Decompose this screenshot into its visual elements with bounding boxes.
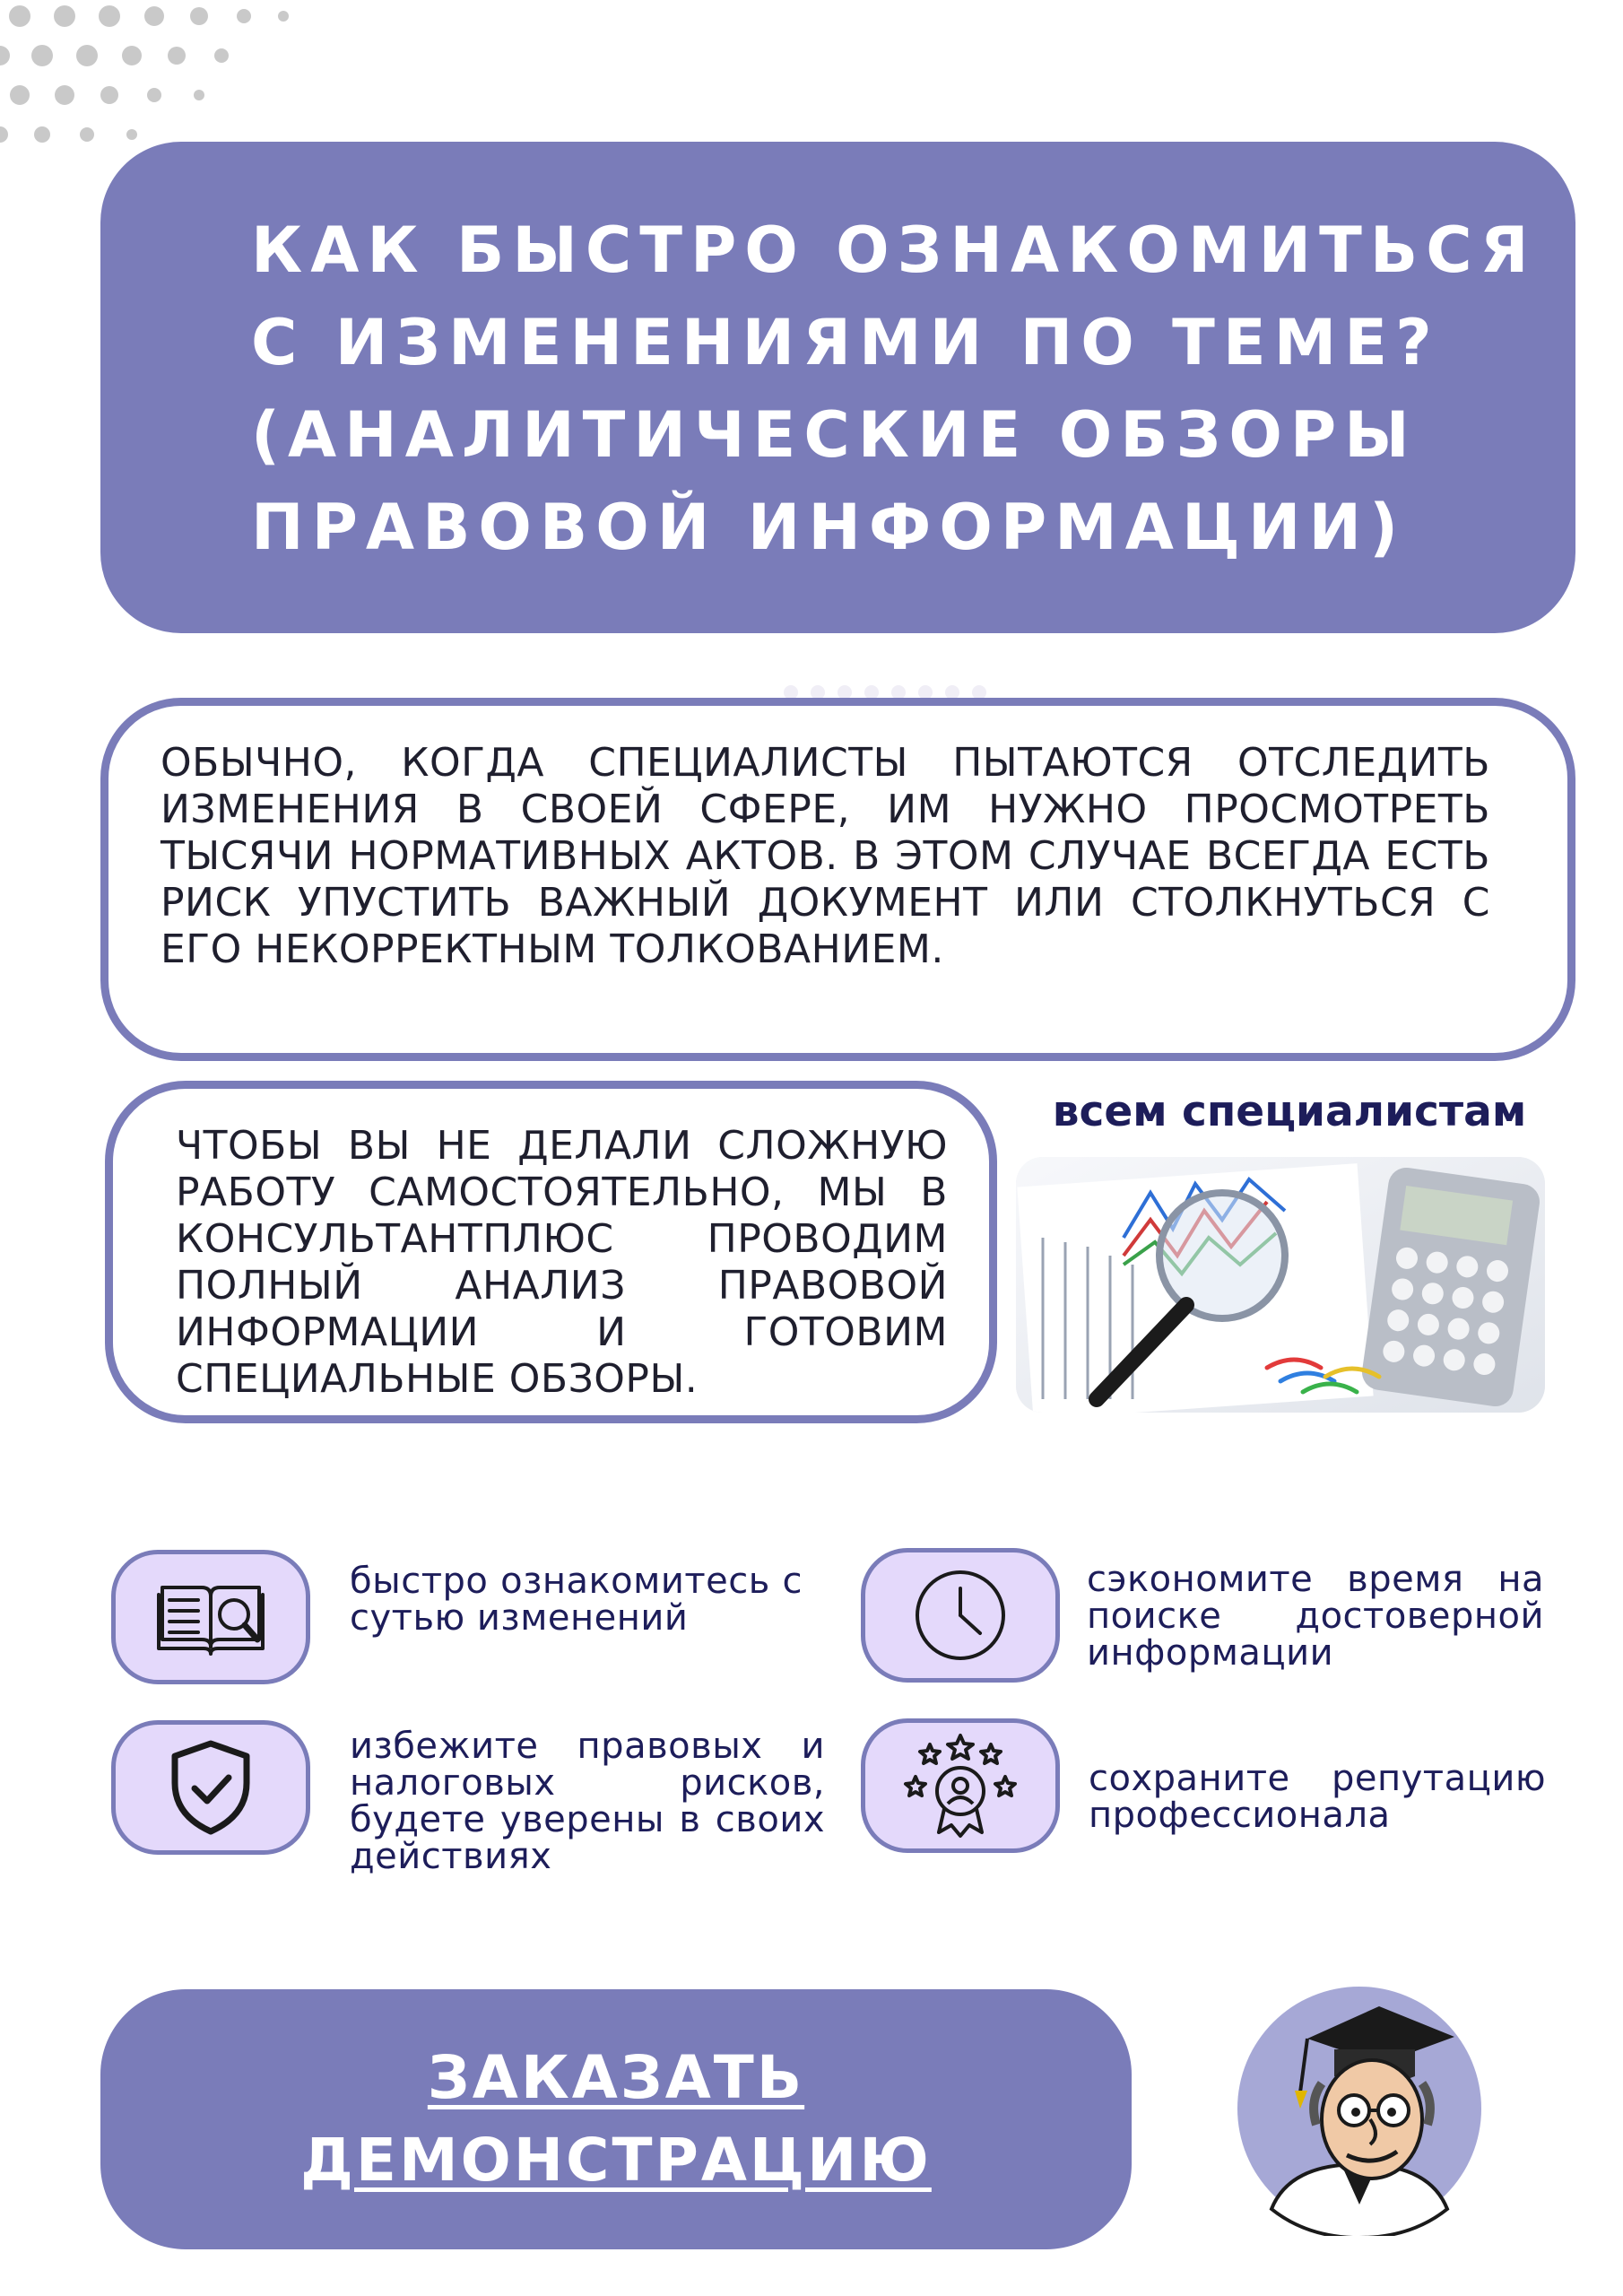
audience-label: всем специалистам: [1052, 1087, 1527, 1136]
feature-4-icon-box: [861, 1718, 1060, 1853]
feature-1-icon-box: [111, 1550, 310, 1684]
clock-icon: [912, 1567, 1009, 1664]
shield-check-icon: [168, 1738, 254, 1837]
professor-avatar: [1236, 1985, 1482, 2236]
page-title-line-2: С ИЗМЕНЕНИЯМИ ПО ТЕМЕ?: [251, 306, 1440, 379]
solution-text: ЧТОБЫ ВЫ НЕ ДЕЛАЛИ СЛОЖНУЮ РАБОТУ САМОСТОЯТЕЛЬНО, МЫ В КОНСУЛЬТАНТПЛЮС ПРОВОДИМ ПОЛНЫЙ АНАЛИЗ ПРАВОВОЙ ИНФОРМАЦИИ И ГОТОВИМ СПЕЦИАЛЬНЫЕ ОБЗОРЫ.: [176, 1123, 948, 1402]
page-title-line-4: ПРАВОВОЙ ИНФОРМАЦИИ): [251, 491, 1407, 564]
award-stars-icon: [903, 1732, 1018, 1839]
feature-3-icon-box: [111, 1720, 310, 1855]
feature-1-text: быстро ознакомитесь с сутью изменений: [350, 1561, 803, 1639]
solution-box: [105, 1081, 997, 1423]
analytics-photo: [1016, 1157, 1545, 1413]
feature-2-text: сэкономите время на поиске достоверной информации: [1087, 1559, 1544, 1674]
book-search-icon: [155, 1577, 266, 1657]
order-demo-line-1: ЗАКАЗАТЬ: [427, 2043, 805, 2112]
feature-3-text: избежите правовых и налоговых рисков, будете уверены в своих действиях: [350, 1726, 825, 1877]
intro-box: [100, 698, 1575, 1061]
page-title-line-1: КАК БЫСТРО ОЗНАКОМИТЬСЯ: [251, 213, 1537, 287]
title-banner: [100, 142, 1575, 633]
decorative-dots: [0, 0, 296, 152]
order-demo-line-2: ДЕМОНСТРАЦИЮ: [300, 2126, 932, 2195]
order-demo-button[interactable]: [100, 1989, 1132, 2249]
page-title-line-3: (АНАЛИТИЧЕСКИЕ ОБЗОРЫ: [251, 398, 1418, 472]
feature-4-text: сохраните репутацию профессионала: [1089, 1758, 1546, 1836]
feature-2-icon-box: [861, 1548, 1060, 1683]
intro-text: ОБЫЧНО, КОГДА СПЕЦИАЛИСТЫ ПЫТАЮТСЯ ОТСЛЕДИТЬ ИЗМЕНЕНИЯ В СВОЕЙ СФЕРЕ, ИМ НУЖНО ПРОСМОТРЕТЬ ТЫСЯЧИ НОРМАТИВНЫХ АКТОВ. В ЭТОМ СЛУЧАЕ ВСЕГДА ЕСТЬ РИСК УПУСТИТЬ ВАЖНЫЙ ДОКУМЕНТ ИЛИ СТОЛКНУТЬСЯ С ЕГО НЕКОРРЕКТНЫМ ТОЛКОВАНИЕМ.: [161, 740, 1490, 972]
